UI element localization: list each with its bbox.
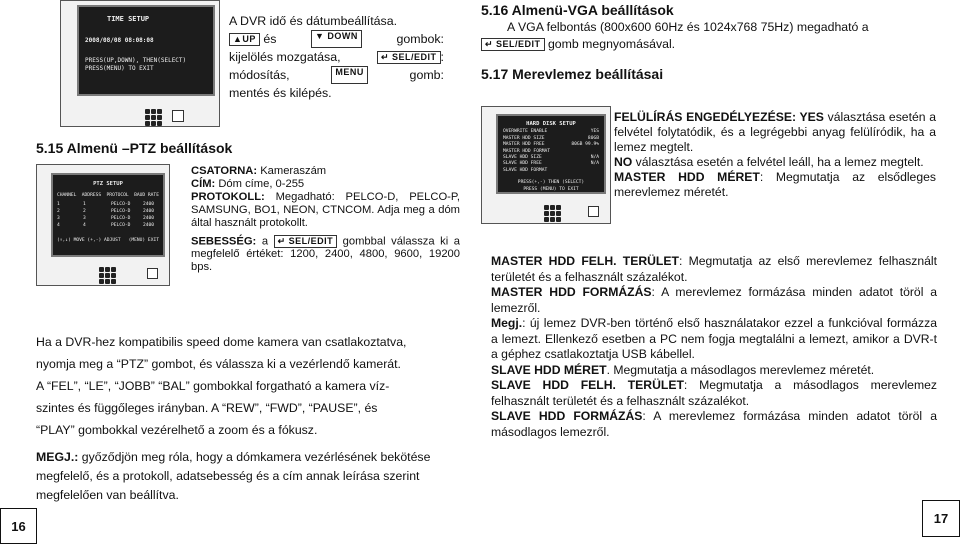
ptz-channel-text: Kameraszám (260, 165, 327, 177)
hdd-no-text: választása esetén a felvétel leáll, ha a lemez megtelt. (635, 155, 924, 169)
ptz-screen-footer (57, 237, 159, 244)
hdd-row-value: YES (590, 129, 599, 135)
ptz-field-descriptions (191, 165, 460, 274)
hdd-row-value: 80GB 99.9% (571, 142, 599, 148)
ptz-cell: 4 (57, 223, 60, 228)
vga-line-2-text: gomb megnyomásával. (547, 37, 676, 51)
page-number-right: 17 (922, 500, 960, 537)
ptz-col-channel: CHANNEL (57, 193, 77, 198)
hdd-overwrite-text: választása esetén a felvétel folytatódik, és a legrégebbi anyag felülíródik, ha a lemez megtelt. (614, 110, 937, 154)
hdd-row-label: SLAVE HDD FREE (503, 161, 542, 167)
table-row (57, 208, 159, 215)
hdd-row-label: SLAVE HDD SIZE (503, 155, 542, 161)
ptz-cell: 3 (83, 216, 86, 221)
ptz-note (36, 448, 466, 505)
control-pad-icon (99, 267, 116, 284)
ptz-note-label: MEGJ.: (36, 450, 79, 464)
time-setup-datetime: 2008/08/08 08:08:08 (85, 37, 154, 44)
hdd-screen-row (503, 168, 599, 174)
ptz-note-text: győződjön meg róla, hogy a dómkamera vezérlésének bekötése (81, 450, 431, 464)
time-setup-line-5: mentés és kilépés. (229, 86, 332, 100)
sel-edit-key-icon: ↵ SEL/EDIT (274, 235, 338, 248)
hdd-note-text: : új lemez DVR-ben történő első használatakor ezzel a funkcióval formázza a lemezt. Ellenkező esetben a PC nem fogja megtalálni a lemezt, amikor a DVR-t a géphez csatlakoztatja USB kábellel. (491, 316, 937, 361)
control-pad-icon (145, 109, 162, 126)
ptz-screen-header (57, 192, 159, 199)
ptz-cell: 3 (57, 216, 60, 221)
ptz-channel-label: CSATORNA: (191, 165, 258, 177)
power-button-icon (588, 206, 599, 217)
hdd-size-text: : Megmutatja az elsődleges merevlemez méretét. (614, 170, 936, 199)
ptz-speed-text: gombbal válassza ki a megfelelő értéket: 1200, 2400, 4800, 9600, 19200 bps. (191, 235, 460, 274)
hdd-setup-screen (496, 114, 606, 194)
hdd-slave-size-text: . Megmutatja a másodlagos merevlemez méretét. (606, 362, 875, 377)
time-setup-description (229, 12, 444, 102)
ptz-speed-desc (191, 235, 460, 274)
table-row (57, 201, 159, 208)
hdd-no-label: NO (614, 155, 633, 169)
ptz-protocol-text: Megadható: PELCO-D, PELCO-P, SAMSUNG, BO1, NEON, CTNCOM. Adja meg a dóm által használt protokollt. (191, 191, 460, 229)
hdd-screen-title: HARD DISK SETUP (526, 121, 576, 127)
ptz-cell: 2 (83, 209, 86, 214)
power-button-icon (172, 110, 184, 122)
time-setup-line-2 (229, 30, 444, 48)
ptz-address-text: Dóm címe, 0-255 (218, 178, 305, 190)
vga-heading: 5.16 Almenü-VGA beállítások (481, 2, 674, 18)
menu-key-icon: MENU (331, 66, 368, 84)
hdd-size-paragraph (614, 170, 936, 200)
time-setup-button-word: gomb: (409, 68, 444, 82)
ptz-cell: 2400 (143, 223, 155, 228)
hdd-note-label: Megj. (491, 316, 523, 330)
time-setup-buttons: gombok: (396, 32, 444, 46)
table-row (57, 215, 159, 222)
ptz-screen-title: PTZ SETUP (93, 181, 123, 187)
time-setup-colon: : (440, 50, 444, 64)
ptz-cell: 2 (57, 209, 60, 214)
ptz-note-line-1 (36, 448, 466, 467)
time-setup-instruction-1: PRESS(UP,DOWN), THEN(SELECT) (85, 57, 187, 64)
time-setup-line-1: A DVR idő és dátumbeállítása. (229, 14, 398, 28)
hdd-slave-format-label: SLAVE HDD FORMÁZÁS (491, 409, 643, 423)
hdd-slave-format-paragraph (491, 409, 937, 440)
ptz-channel-desc (191, 165, 460, 178)
hdd-format-paragraph (491, 285, 937, 316)
hdd-overwrite-label: FELÜLÍRÁS ENGEDÉLYEZÉSE: YES (614, 110, 824, 124)
ptz-note-line-3: megfelelően van beállítva. (36, 488, 179, 502)
hdd-free-paragraph (491, 254, 937, 285)
hdd-free-text: : Megmutatja az első merevlemez felhasznált területét és a felhasznált százalékot. (491, 254, 938, 284)
time-setup-line-4 (229, 66, 444, 84)
sel-edit-key-icon: ↵ SEL/EDIT (481, 38, 545, 51)
vga-line-2 (481, 36, 937, 53)
ptz-cell: 2400 (143, 202, 155, 207)
control-pad-icon (544, 205, 561, 222)
ptz-setup-screen (51, 173, 165, 257)
time-setup-device-image (60, 0, 220, 127)
vga-line-1: A VGA felbontás (800x600 60Hz és 1024x768 75Hz) megadható a (507, 20, 869, 34)
hdd-row-value: 80GB (587, 135, 599, 141)
table-row (57, 222, 159, 229)
time-setup-line-3 (229, 48, 444, 66)
ptz-footer-left: (↑,↓) MOVE (+,-) ADJUST (57, 238, 121, 243)
hdd-format-label: MASTER HDD FORMÁZÁS (491, 285, 652, 299)
time-setup-move: kijelölés mozgatása, (229, 50, 341, 64)
ptz-address-label: CÍM: (191, 178, 216, 190)
hdd-row-value: N/A (590, 155, 599, 161)
hdd-row-label: OVERWRITE ENABLE (503, 129, 548, 135)
hdd-note-paragraph (491, 316, 937, 363)
down-key-icon: ▼ DOWN (311, 30, 362, 48)
hdd-row-value: N/A (590, 161, 599, 167)
hdd-slave-size-label: SLAVE HDD MÉRET (491, 362, 607, 377)
hdd-free-label: MASTER HDD FELH. TERÜLET (491, 254, 679, 268)
time-setup-and: és (263, 32, 277, 46)
sel-edit-key-icon: ↵ SEL/EDIT (377, 51, 441, 64)
ptz-device-image (36, 164, 170, 286)
hdd-row-label: SLAVE HDD FORMAT (503, 167, 548, 173)
ptz-heading: 5.15 Almenü –PTZ beállítások (36, 140, 233, 156)
hdd-slave-free-paragraph (491, 378, 937, 409)
hdd-slave-free-text: : Megmutatja a másodlagos merevlemez felhasznált területét és a felhasznált százalékot. (491, 378, 937, 408)
hdd-device-image (481, 106, 611, 224)
hdd-size-label: MASTER HDD MÉRET (614, 170, 760, 184)
ptz-protocol-label: PROTOKOLL: (191, 191, 265, 203)
hdd-slave-format-text: : A merevlemez formázása minden adatot töröl a másodlagos lemezről. (491, 409, 937, 439)
hdd-overwrite-paragraph (614, 110, 936, 155)
ptz-speed-label: SEBESSÉG: (191, 235, 257, 248)
ptz-paragraph-line: A “FEL”, “LE”, “JOBB” “BAL” gombokkal forgatható a kamera víz- (36, 379, 390, 393)
hdd-slave-free-label: SLAVE HDD FELH. TERÜLET (491, 378, 684, 392)
page-number-left: 16 (0, 508, 37, 544)
ptz-cell: 1 (83, 202, 86, 207)
ptz-cell: 2400 (143, 216, 155, 221)
ptz-col-baud: BAUD RATE (134, 193, 159, 198)
hdd-no-paragraph (614, 155, 936, 170)
ptz-cell: 2400 (143, 209, 155, 214)
ptz-cell: PELCO-D (111, 209, 131, 214)
power-button-icon (147, 268, 158, 279)
hdd-slave-size-paragraph (491, 363, 937, 379)
ptz-cell: PELCO-D (111, 223, 131, 228)
ptz-screen-rows (57, 201, 159, 229)
time-setup-title: TIME SETUP (107, 15, 150, 23)
hdd-row-label: MASTER HDD SIZE (503, 135, 545, 141)
hdd-overwrite-desc (614, 110, 936, 200)
up-key-icon: ▲UP (229, 33, 260, 46)
ptz-cell: 1 (57, 202, 60, 207)
ptz-cell: PELCO-D (111, 216, 131, 221)
ptz-address-desc (191, 178, 460, 191)
ptz-cell: PELCO-D (111, 202, 131, 207)
time-setup-screen (77, 5, 215, 96)
hdd-details (491, 254, 937, 440)
ptz-speed-a: a (261, 235, 269, 248)
hdd-screen-footer-1: PRESS(+,-) THEN (SELECT) (517, 180, 585, 186)
ptz-paragraph-line: “PLAY” gombokkal vezérelhető a zoom és a fókusz. (36, 423, 318, 437)
hdd-row-label: MASTER HDD FREE (503, 142, 545, 148)
ptz-col-protocol: PROTOCOL (106, 193, 129, 198)
ptz-protocol-desc (191, 191, 460, 230)
hdd-row-label: MASTER HDD FORMAT (503, 148, 551, 154)
ptz-paragraph-line: Ha a DVR-hez kompatibilis speed dome kamera van csatlakoztatva, (36, 335, 407, 349)
ptz-paragraph-line: nyomja meg a “PTZ” gombot, és válassza ki a vezérlendő kamerát. (36, 357, 401, 371)
ptz-footer-right: (MENU) EXIT (128, 238, 159, 243)
time-setup-instruction-2: PRESS(MENU) TO EXIT (85, 65, 154, 72)
vga-description (485, 19, 937, 53)
ptz-note-line-2: megfelelő, és a protokoll, adatsebesség és a cím annak leírása szerint (36, 469, 420, 483)
hdd-heading: 5.17 Merevlemez beállításai (481, 66, 664, 82)
hdd-screen-footer-2: PRESS (MENU) TO EXIT (523, 186, 579, 192)
ptz-paragraph (36, 331, 461, 441)
ptz-cell: 4 (83, 223, 86, 228)
hdd-format-text: : A merevlemez formázása minden adatot töröl a lemezről. (491, 285, 937, 315)
ptz-paragraph-line: szintes és függőleges irányban. A “REW”, “FWD”, “PAUSE”, és (36, 401, 378, 415)
time-setup-modify: módosítás, (229, 68, 290, 82)
ptz-col-address: ADDRESS (81, 193, 102, 198)
